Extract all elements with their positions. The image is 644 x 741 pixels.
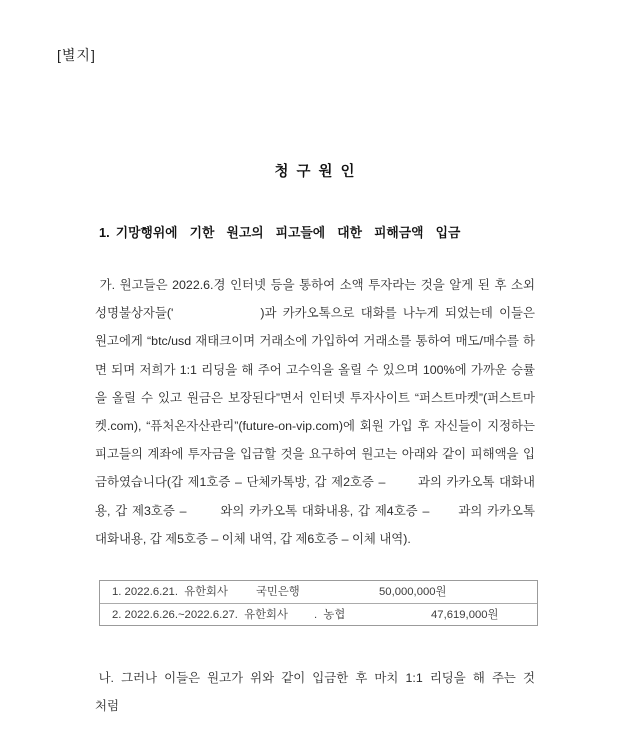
document-title: 청 구 원 인: [274, 164, 356, 180]
paragraph-ga-line: 대화내용, 갑 제5호증 – 이체 내역, 갑 제6호증 – 이체 내역).: [95, 531, 411, 546]
cell-amount: 50,000,000원: [379, 586, 447, 598]
table-row: [100, 581, 537, 603]
appendix-label: [별지]: [57, 47, 96, 63]
paragraph-ga-line: 가. 원고들은 2022.6.경 인터넷 등을 통하여 소액 투자라는 것을 알게 된 후 소외: [95, 278, 535, 292]
paragraph-na-line: 나. 그러나 이들은 원고가 위와 같이 입금한 후 마치 1:1 리딩을 해 주는 것처럼: [95, 671, 535, 714]
paragraph-ga-line: 피고들의 계좌에 투자금을 입금할 것을 요구하여 원고는 아래와 같이 피해액을 입: [95, 447, 535, 462]
paragraph-ga-line: 면 되며 저희가 1:1 리딩을 해 주어 고수익을 올릴 수 있으며 100%에 가까운 승률: [95, 362, 535, 377]
paragraph-ga-line: 원고에게 “btc/usd 재태크이며 거래소에 가입하여 거래소를 통하여 매도/매수를 하: [95, 334, 535, 349]
paragraph-ga: [95, 271, 535, 553]
paragraph-ga-line: 켓.com), “퓨처온자산관리”(future-on-vip.com)에 회원 가입 후 자신들이 지정하는: [95, 418, 535, 433]
paragraph-ga-line: 성명불상자들(' )과 카카오톡으로 대화를 나누게 되었는데 이들은: [95, 306, 535, 321]
paragraph-ga-line: 을 올릴 수 있고 원금은 보장된다”면서 인터넷 투자사이트 “퍼스트마켓”(퍼스트마: [95, 390, 535, 405]
cell-date-company: 2. 2022.6.26.~2022.6.27. 유한회사: [112, 609, 288, 621]
cell-bank: 국민은행: [256, 586, 300, 598]
paragraph-ga-line: 금하였습니다(갑 제1호증 – 단체카톡방, 갑 제2호증 – 과의 카카오톡 대화내: [95, 475, 535, 490]
paragraph-na: [95, 664, 535, 714]
table-row: [100, 603, 537, 626]
paragraph-ga-line: 용, 갑 제3호증 – 와의 카카오톡 대화내용, 갑 제4호증 – 과의 카카오톡: [95, 503, 535, 518]
cell-bank: . 농협: [314, 609, 346, 621]
cell-amount: 47,619,000원: [431, 609, 499, 621]
deposit-table: [99, 580, 538, 626]
cell-date-company: 1. 2022.6.21. 유한회사: [112, 586, 228, 598]
section-1-heading: 1. 기망행위에 기한 원고의 피고들에 대한 피해금액 입금: [99, 225, 461, 240]
